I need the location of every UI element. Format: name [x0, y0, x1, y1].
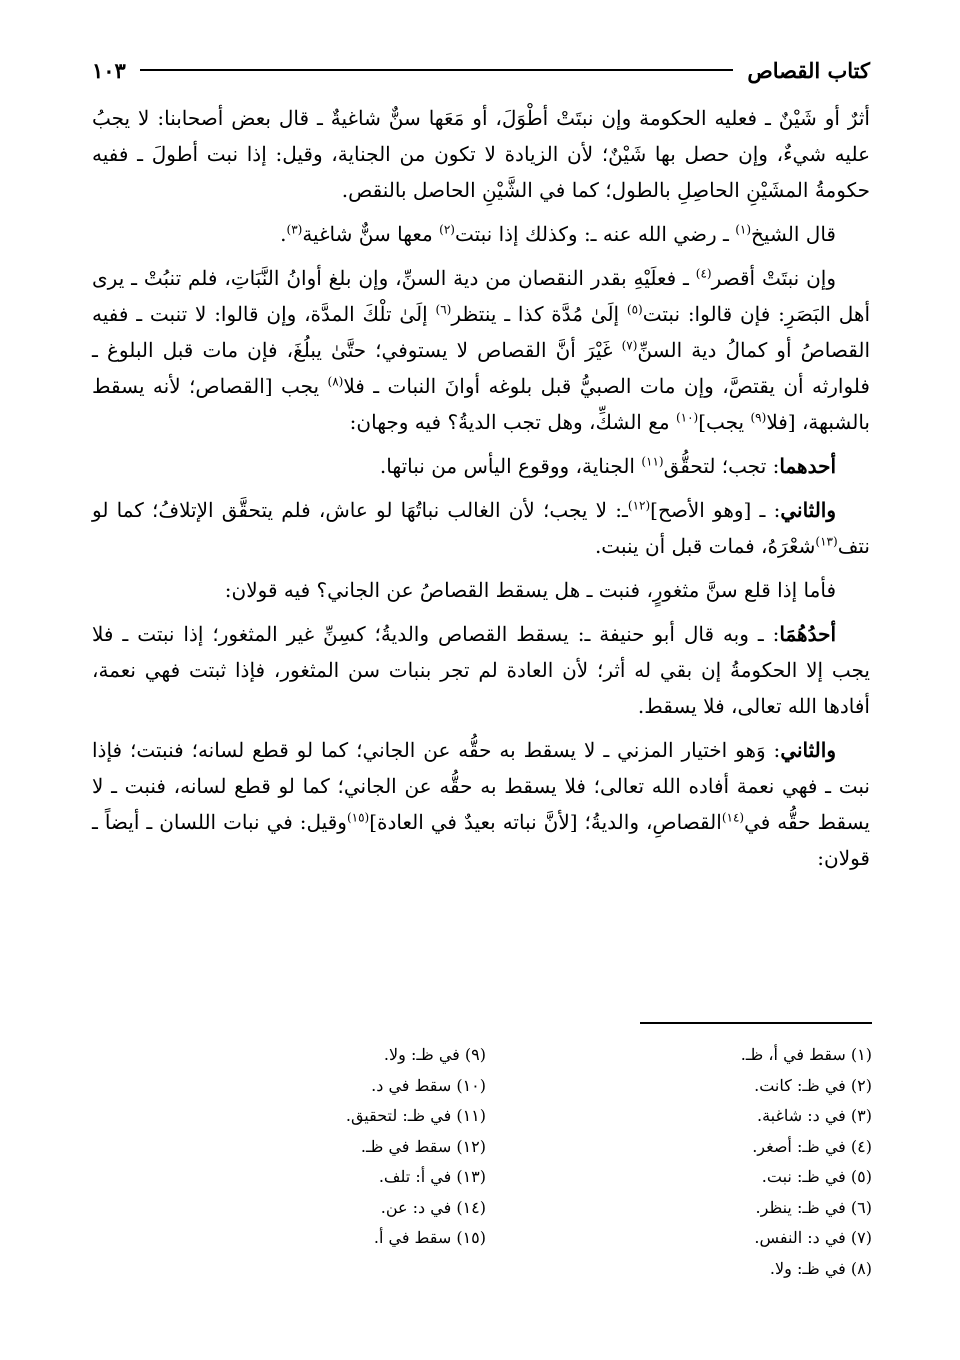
footnote-item: (٨) في ظـ: ولا.	[769, 1258, 872, 1278]
footnote-item: (٩) في ظـ: ولا.	[383, 1045, 486, 1064]
footnote-ref-8[interactable]: (٨)	[327, 374, 344, 389]
main-text	[92, 100, 870, 884]
header-rule	[140, 69, 733, 71]
page-header	[92, 52, 870, 88]
footnote-item: (٤) في ظـ: أصغر.	[752, 1136, 872, 1156]
footnote-ref-1[interactable]: (١)	[735, 222, 752, 237]
footnote-item: (٢) في ظـ: كانت.	[754, 1075, 872, 1095]
footnote-ref-11[interactable]: (١١)	[641, 454, 664, 469]
footnote-item: (١٣) في أ: تلف.	[378, 1167, 486, 1186]
footnote-item: (١٥) سقط في أ.	[373, 1228, 486, 1247]
footnote-ref-10[interactable]: (١٠)	[675, 410, 699, 425]
footnote-separator	[640, 1022, 872, 1024]
footnote-ref-6[interactable]: (٦)	[435, 302, 452, 317]
footnote-ref-13[interactable]: (١٣)	[815, 534, 838, 549]
footnote-ref-14[interactable]: (١٤)	[721, 810, 745, 825]
paragraph-2: قال الشيخ$^{(١)}$ ـ رضي الله عنه ـ: وكذلك إذا نبتت$^{(٢)}$ معها سنٌّ شاغية$^{(٣)}$.	[280, 222, 836, 246]
footnote-ref-7[interactable]: (٧)	[621, 338, 638, 353]
footnote-ref-15[interactable]: (١٥)	[346, 810, 370, 825]
paragraph-5: والثاني: ـ [وهو الأصح]$^{(١٢)}$ـ: لا يجب؛ لأن الغالب نباتُهَا لو عاش، فلم يتحقَّق الإتلافُ؛ كما لو نتف$^{(١٣)}$شعْرَهُ، فمات قبل أن ينبت.	[92, 498, 870, 558]
footnote-item: (١٢) سقط في ظـ.	[360, 1136, 486, 1156]
footnote-item: (٦) في ظـ: ينظر.	[755, 1197, 872, 1217]
page-number: ١٠٣	[92, 57, 126, 83]
footnote-ref-9[interactable]: (٩)	[750, 410, 767, 425]
footnote-item: (١) سقط في أ، ظـ.	[740, 1045, 872, 1064]
footnote-ref-3[interactable]: (٣)	[286, 222, 303, 237]
paragraph-lead: أحدهما	[779, 454, 836, 478]
footnote-ref-2[interactable]: (٢)	[439, 222, 455, 237]
paragraph-lead: والثاني	[780, 738, 836, 762]
footnote-item: (١٤) في د: عن.	[380, 1197, 486, 1217]
footnote-item: (١٠) سقط في د.	[371, 1075, 486, 1095]
footnote-item: (١١) في ظـ: لتحقيق.	[345, 1106, 486, 1125]
paragraph-1: أثرٌ أو شَيْنٌ ـ فعليه الحكومة وإن نبتَتْ أطْوَلَ، أو مَعَها سنٌّ شاغيةٌ ـ قال بعض أصحابنا: لا يجبُ عليه شيءٌ، وإن حصل بها شَيْنٌ؛ لأن الزيادة لا تكون من الجناية، وقيل: إذا نبت أطولَ ـ ففيه حكومةُ المشَيْنِ الحاصِلِ بالطول؛ كما في الشَّيْنِ الحاصل بالنقص.	[92, 106, 870, 202]
footnote-item: (٣) في د: شاغبة.	[757, 1106, 872, 1125]
paragraph-4: أحدهما: تجب؛ لتحقُّق$^{(١١)}$ الجناية، ووقوع اليأس من نباتها.	[379, 454, 836, 478]
footnote-item: (٧) في د: النفس.	[754, 1228, 872, 1247]
paragraph-6: فأما إذا قلع سنَّ مثغورٍ، فنبت ـ هل يسقط القصاصُ عن الجاني؟ فيه قولان:	[224, 578, 836, 602]
footnotes-left-column	[150, 1040, 486, 1254]
paragraph-3: وإن نبتَتْ أقصر$^{(٤)}$ ـ فعلَيْهِ بقدر النقصان من دية السنِّ، وإن بلغ أوانُ النَّبَاتِ، فلم تنبُتْ ـ يرى أهل البَصَرِ: فإن قالوا: نبتت$^{(٥)}$ إلَىٰ مُدَّة كذا ـ ينتظر$^{(٦)}$ إلَىٰ تلْكَ المدَّة، وإن قالوا: لا تنبت ـ ففيه القصاصُ أو كمالُ دية السنِّ$^{(٧)}$ غَيْرَ أنَّ القصاص لا يستوفي؛ حتَّىٰ يبلُغَ، فإن مات قبل البلوغ ـ فلوارثه أن يقتصَّ، وإن مات الصبيُّ قبل بلوغه أوانَ النبات ـ فلا$^{(٨)}$ يجب [القصاص؛ لأنه يسقط بالشبهة، [فلا$^{(٩)}$ يجب]$^{(١٠)}$ مع الشكِّ، وهل تجب الديةُ؟ فيه وجهان:	[92, 266, 871, 434]
paragraph-8: والثاني: وَهو اختيار المزني ـ لا يسقط به حقُّه عن الجاني؛ كما لو قطع لسانه؛ فنبتت؛ فإذا نبت ـ فهي نعمة أفاده الله تعالى؛ فلا يسقط به حقُّه عن الجاني؛ كما لو قطع لسانه، فنبت ـ لا يسقط حقُّه في$^{(١٤)}$القصاصِ، والديةُ؛ [لأنَّ نباته بعيدٌ في العادة]$^{(١٥)}$وقيل: في نبات اللسان ـ أيضاً ـ قولان:	[92, 738, 870, 870]
paragraph-lead: أحدُهُمَا	[779, 622, 836, 646]
footnote-ref-5[interactable]: (٥)	[626, 302, 643, 317]
paragraph-7: أحدُهُمَا: ـ وبه قال أبو حنيفة ـ: يسقط القصاص والديةُ؛ كسِنِّ غير المثغور؛ إذا نبتت ـ فلا يجب إلا الحكومةُ إن بقي له أثر؛ لأن العادة لم تجر بنبات سن المثغور، فإذا ثبتت فهي نعمة، أفادها الله تعالى، فلا يسقط.	[92, 622, 870, 718]
footnote-ref-4[interactable]: (٤)	[695, 266, 712, 281]
footnote-ref-12[interactable]: (١٢)	[627, 498, 651, 513]
chapter-title: كتاب القصاص	[747, 57, 870, 83]
paragraph-lead: والثاني	[780, 498, 837, 522]
footnotes-right-column	[560, 1040, 872, 1284]
footnote-item: (٥) في ظـ: نبت.	[761, 1167, 872, 1186]
